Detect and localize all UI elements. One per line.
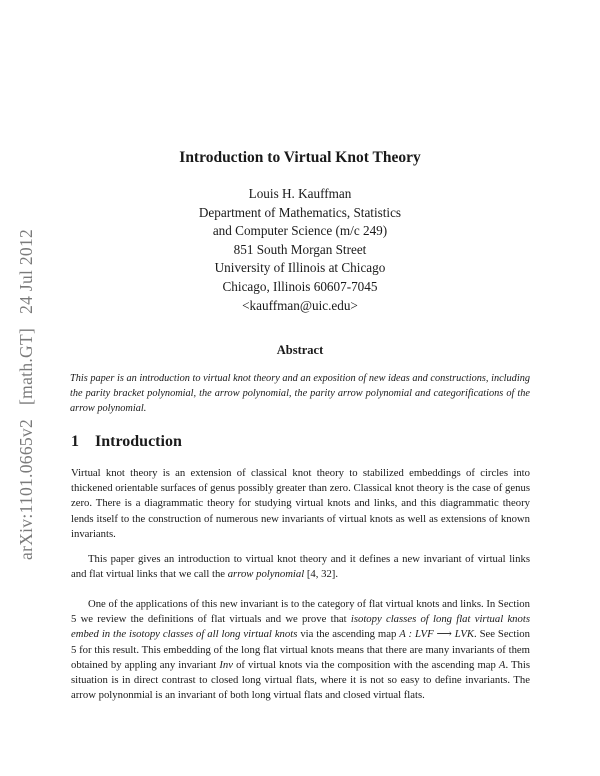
author-affiliation-line2: and Computer Science (m/c 249) [212, 223, 388, 239]
abstract-text: This paper is an introduction to virtual knot theory and an exposition of new ideas and constructions, including the parity bracket polynomial, the arrow polynomial, the parity arrow polynomial and categorifications of the arrow polynomial. [70, 373, 530, 415]
section-title: Introduction [95, 433, 182, 450]
section-number: 1 [71, 433, 79, 450]
para2-citation: [4, 32]. [304, 568, 339, 581]
intro-paragraph-2 [71, 552, 530, 582]
para3-text-a: One of the applications of this new invariant is to the category of flat virtual knots and links. In Section 5 we review the definitions of flat virtuals and we prove that [71, 598, 530, 626]
paper-title: Introduction to Virtual Knot Theory [179, 149, 421, 166]
para3-text-c: . See Section 5 for this result. This embedding of the long flat virtual knots means that there are many invariants of them obtained by appling any invariant [71, 628, 530, 671]
arxiv-date: 24 Jul 2012 [16, 228, 36, 314]
para2-text-start: This paper gives an introduction to virtual knot theory and it defines a new invariant of virtual links and flat virtual links that we call the [71, 553, 530, 581]
arxiv-category: [math.GT] [16, 327, 36, 405]
arxiv-id: arXiv:1101.0665v2 [16, 418, 36, 560]
para2-emphasis: arrow polynomial [227, 568, 305, 581]
para3-text-b: via the ascending map [297, 628, 400, 641]
intro-paragraph-3 [71, 597, 530, 703]
para3-map-formula: A : LVF ⟶ LVK [399, 628, 474, 641]
para3-map-symbol: A [498, 658, 506, 671]
author-city: Chicago, Illinois 60607-7045 [222, 278, 378, 294]
author-street: 851 South Morgan Street [233, 241, 367, 257]
intro-paragraph-1: Virtual knot theory is an extension of classical knot theory to stabilized embeddings of circles into thickened orientable surfaces of genus possibly greater than zero. Classical knot theory is the case of genus zero. There is a diagrammatic theory for studying virtual knots and links, and this diagrammatic theory lends itself to the construction of numerous new invariants of virtual knots as well as extensions of known invariants. [71, 467, 530, 540]
author-name: Louis H. Kauffman [248, 186, 352, 201]
para3-text-e: . This situation is in direct contrast to closed long virtual flats, where it is not so easy to define invariants. The arrow polynonmial is an invariant of both long virtual flats and closed virtual flats. [71, 658, 531, 702]
para3-text-d: of virtual knots via the composition with the ascending map [233, 658, 499, 671]
section-heading [71, 433, 182, 451]
para3-emphasis: isotopy classes of long flat virtual knots embed in the isotopy classes of all long virtual knots [71, 613, 531, 641]
author-affiliation-line1: Department of Mathematics, Statistics [198, 204, 402, 220]
para3-inv-symbol: Inv [219, 658, 233, 671]
author-block [0, 185, 600, 315]
author-university: University of Illinois at Chicago [214, 260, 386, 276]
author-email: <kauffman@uic.edu> [242, 297, 358, 313]
abstract-heading: Abstract [276, 343, 324, 357]
